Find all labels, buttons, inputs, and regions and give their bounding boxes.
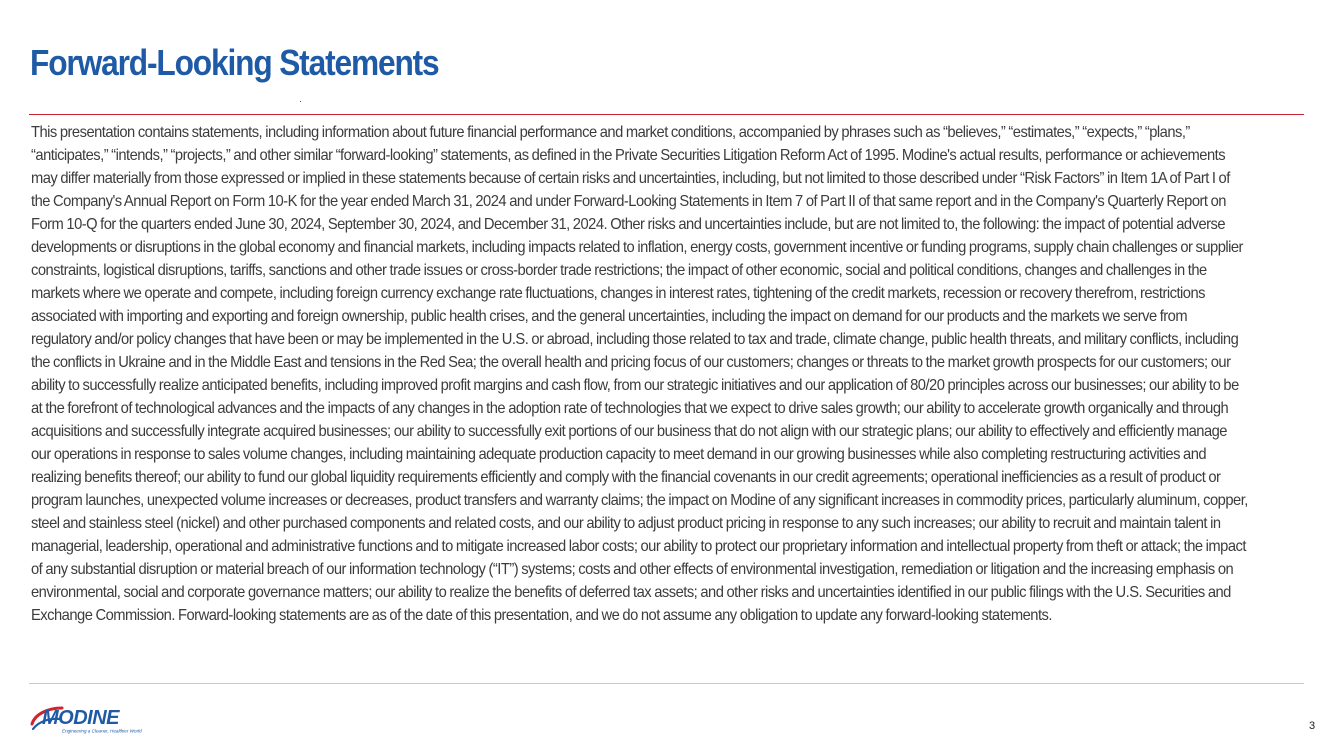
title-divider bbox=[29, 114, 1304, 115]
disclaimer-paragraph: This presentation contains statements, including information about future financial performance and market conditions, accompanied by phrases such as “believes,” “estimates,” “expects,” “plans,” “anticipates,” “intends,” “projects,” and other similar “forward-looking” statements, as defined in the Private Securities Litigation Reform Act of 1995. Modine's actual results, performance or achievements may differ materially from those expressed or implied in these statements because of certain risks and uncertainties, including, but not limited to those described under “Risk Factors” in Item 1A of Part I of the Company's Annual Report on Form 10-K for the year ended March 31, 2024 and under Forward-Looking Statements in Item 7 of Part II of that same report and in the Company's Quarterly Report on Form 10-Q for the quarters ended June 30, 2024, September 30, 2024, and December 31, 2024. Other risks and uncertainties include, but are not limited to, the following: the impact of potential adverse developments or disruptions in the global economy and financial markets, including impacts related to inflation, energy costs, government incentive or funding programs, supply chain challenges or supplier constraints, logistical disruptions, tariffs, sanctions and other trade issues or cross-border trade restrictions; the impact of other economic, social and political conditions, changes and challenges in the markets where we operate and compete, including foreign currency exchange rate fluctuations, changes in interest rates, tightening of the credit markets, recession or recovery therefrom, restrictions associated with importing and exporting and foreign ownership, public health crises, and the general uncertainties, including the impact on demand for our products and the markets we serve from regulatory and/or policy changes that have been or may be implemented in the U.S. or abroad, including those related to tax and trade, climate change, public health threats, and military conflicts, including the conflicts in Ukraine and in the Middle East and tensions in the Red Sea; the overall health and pricing focus of our customers; changes or threats to the market growth prospects for our customers; our ability to successfully realize anticipated benefits, including improved profit margins and cash flow, from our strategic initiatives and our application of 80/20 principles across our businesses; our ability to be at the forefront of technological advances and the impacts of any changes in the adoption rate of technologies that we expect to drive sales growth; our ability to accelerate growth organically and through acquisitions and successfully integrate acquired businesses; our ability to successfully exit portions of our business that do not align with our strategic plans; our ability to effectively and efficiently manage our operations in response to sales volume changes, including maintaining adequate production capacity to meet demand in our growing businesses while also completing restructuring activities and realizing benefits thereof; our ability to fund our global liquidity requirements efficiently and comply with the financial covenants in our credit agreements; operational inefficiencies as a result of product or program launches, unexpected volume increases or decreases, product transfers and warranty claims; the impact on Modine of any significant increases in commodity prices, particularly aluminum, copper, steel and stainless steel (nickel) and other purchased components and related costs, and our ability to adjust product pricing in response to any such increases; our ability to recruit and maintain talent in managerial, leadership, operational and administrative functions and to mitigate increased labor costs; our ability to protect our proprietary information and intellectual property from theft or attack; the impact of any substantial disruption or material breach of our information technology (“IT”) systems; costs and other effects of environmental investigation, remediation or litigation and the increasing emphasis on environmental, social and corporate governance matters; our ability to realize the benefits of deferred tax assets; and other risks and uncertainties identified in our public filings with the U.S. Securities and Exchange Commission. Forward-looking statements are as of the date of this presentation, and we do not assume any obligation to update any forward-looking statements. bbox=[31, 124, 1248, 624]
logo-wordmark: MODINE bbox=[42, 707, 119, 729]
page-number: 3 bbox=[1309, 720, 1316, 732]
logo-tagline: Engineering a Cleaner, Healthier World bbox=[62, 728, 142, 734]
footer-divider bbox=[29, 683, 1304, 684]
modine-logo bbox=[30, 698, 160, 738]
modine-swoosh-logo-icon bbox=[30, 698, 160, 738]
stray-mark bbox=[300, 101, 301, 102]
page-title: Forward-Looking Statements bbox=[30, 42, 439, 83]
